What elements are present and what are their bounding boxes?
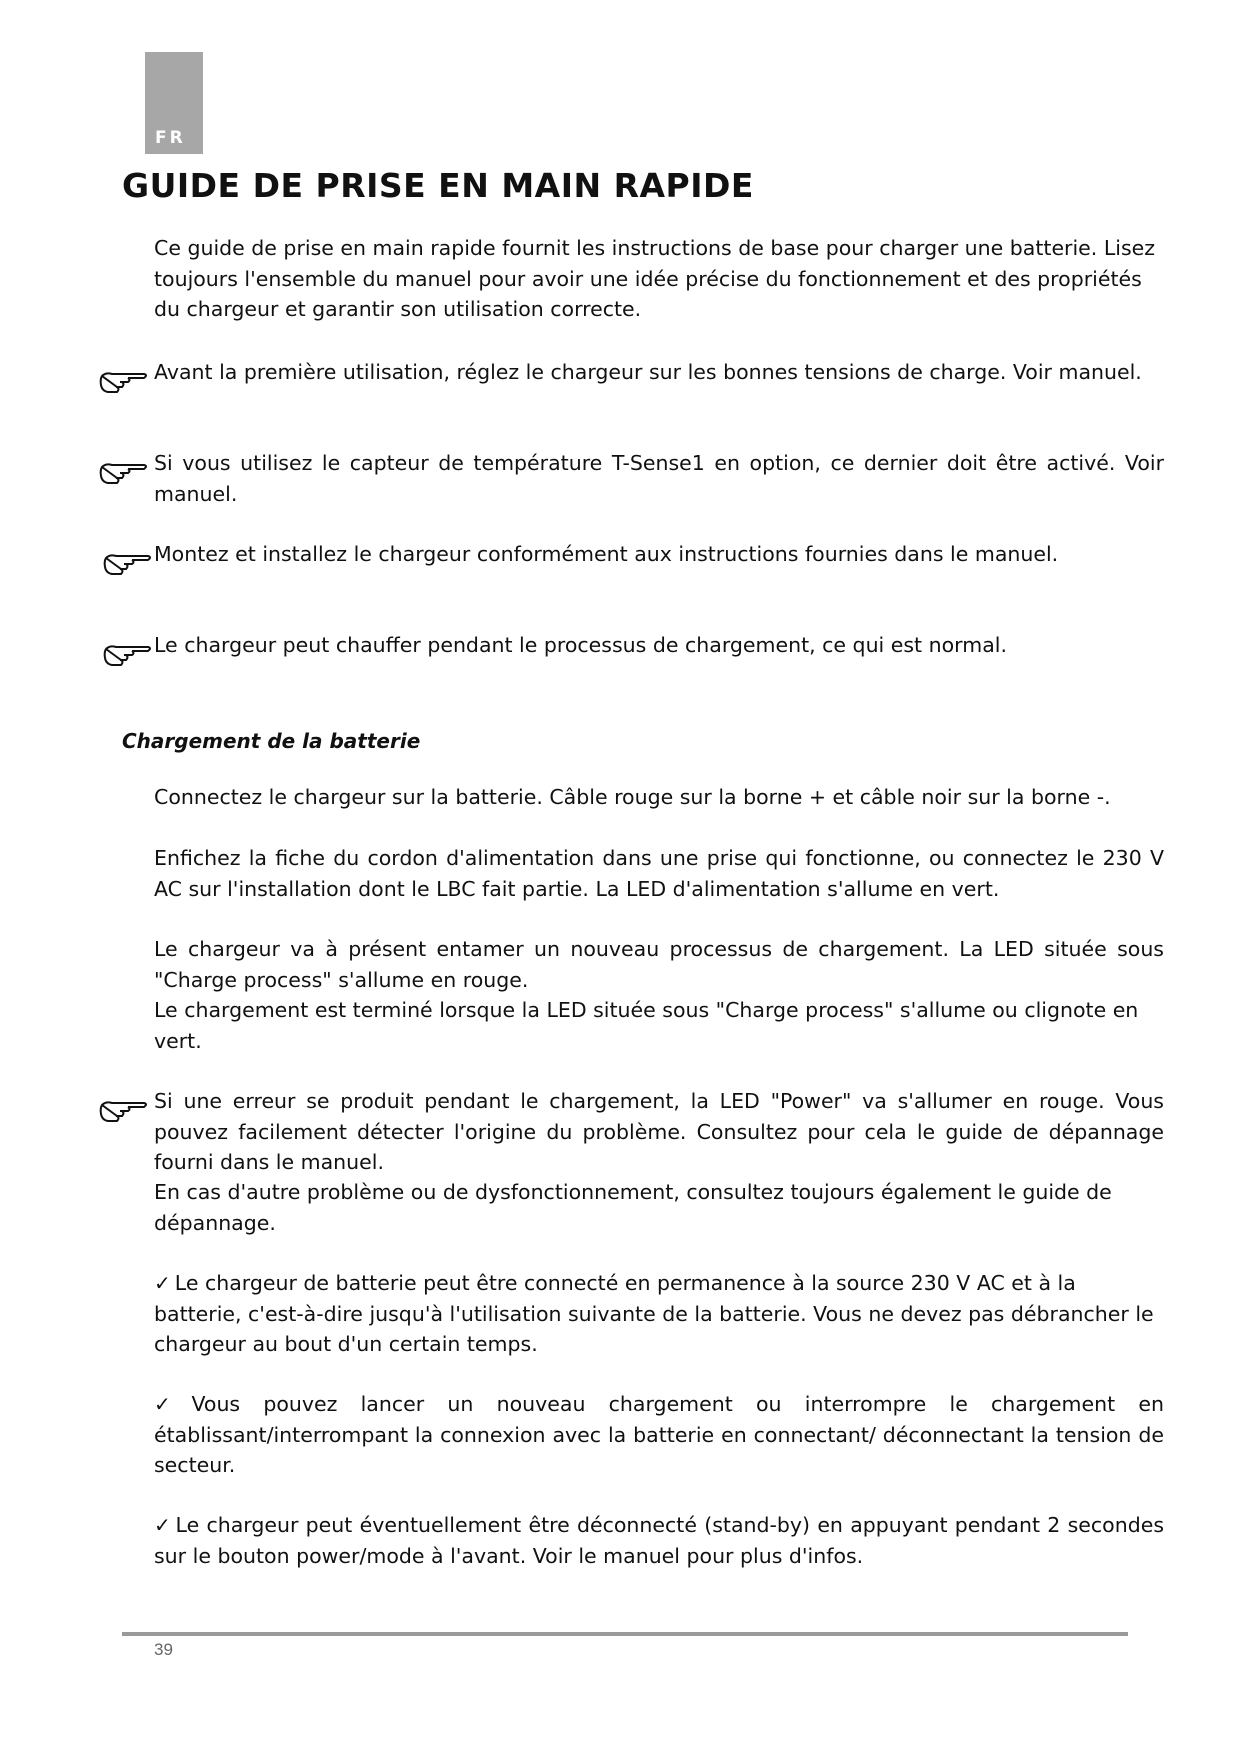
note-item: Si vous utilisez le capteur de température T-Sense1 en option, ce dernier doit être activé. Voir manuel. — [154, 451, 1164, 506]
intro-paragraph: Ce guide de prise en main rapide fournit les instructions de base pour charger une batterie. Lisez toujours l'ensemble du manuel pour avoir une idée précise du fonctionnement et des propriétés du chargeur et garantir son utilisation correcte. — [154, 236, 1155, 321]
charging-step: Connectez le chargeur sur la batterie. Câble rouge sur la borne + et câble noir sur la borne -. — [154, 785, 1111, 809]
check-mark-icon: ✓ — [154, 1271, 171, 1295]
check-item — [154, 1510, 1164, 1571]
check-item — [154, 1268, 1164, 1360]
check-mark-icon: ✓ — [154, 1513, 172, 1537]
check-item — [154, 1389, 1164, 1481]
page-title: GUIDE DE PRISE EN MAIN RAPIDE — [122, 166, 754, 205]
language-label: FR — [155, 128, 186, 148]
pointing-hand-icon — [98, 366, 150, 396]
pointing-hand-icon — [102, 548, 154, 578]
check-text: Vous pouvez lancer un nouveau chargement ou interrompre le chargement en établissant/interrompant la connexion avec la batterie en connectant/ déconnectant la tension de secteur. — [154, 1392, 1164, 1477]
language-tab — [145, 52, 203, 154]
check-mark-icon: ✓ — [154, 1392, 188, 1416]
pointing-hand-icon — [98, 457, 150, 487]
error-note: Si une erreur se produit pendant le chargement, la LED "Power" va s'allumer en rouge. Vous pouvez facilement détecter l'origine du problème. Consultez pour cela le guide de dépannage fourni dans le manuel. — [154, 1089, 1164, 1174]
charging-step: Enfichez la fiche du cordon d'alimentation dans une prise qui fonctionne, ou connectez le 230 V AC sur l'installation dont le LBC fait partie. La LED d'alimentation s'allume en vert. — [154, 846, 1164, 901]
section-heading: Chargement de la batterie — [122, 729, 421, 753]
error-followup: En cas d'autre problème ou de dysfonctionnement, consultez toujours également le guide de dépannage. — [154, 1180, 1112, 1235]
note-item: Avant la première utilisation, réglez le chargeur sur les bonnes tensions de charge. Voir manuel. — [154, 360, 1142, 384]
footer-divider — [122, 1632, 1128, 1636]
pointing-hand-icon — [102, 639, 154, 669]
check-text: Le chargeur peut éventuellement être déconnecté (stand-by) en appuyant pendant 2 secondes sur le bouton power/mode à l'avant. Voir le manuel pour plus d'infos. — [154, 1513, 1164, 1568]
check-text: Le chargeur de batterie peut être connecté en permanence à la source 230 V AC et à la batterie, c'est-à-dire jusqu'à l'utilisation suivante de la batterie. Vous ne devez pas débrancher le chargeur au bout d'un certain temps. — [154, 1271, 1154, 1356]
page-number: 39 — [154, 1640, 173, 1659]
charging-step: Le chargeur va à présent entamer un nouveau processus de chargement. La LED située sous "Charge process" s'allume en rouge. — [154, 937, 1164, 992]
charging-step: Le chargement est terminé lorsque la LED située sous "Charge process" s'allume ou clignote en vert. — [154, 998, 1139, 1053]
note-item: Montez et installez le chargeur conformément aux instructions fournies dans le manuel. — [154, 542, 1059, 566]
note-item: Le chargeur peut chauffer pendant le processus de chargement, ce qui est normal. — [154, 633, 1007, 657]
pointing-hand-icon — [98, 1095, 150, 1125]
